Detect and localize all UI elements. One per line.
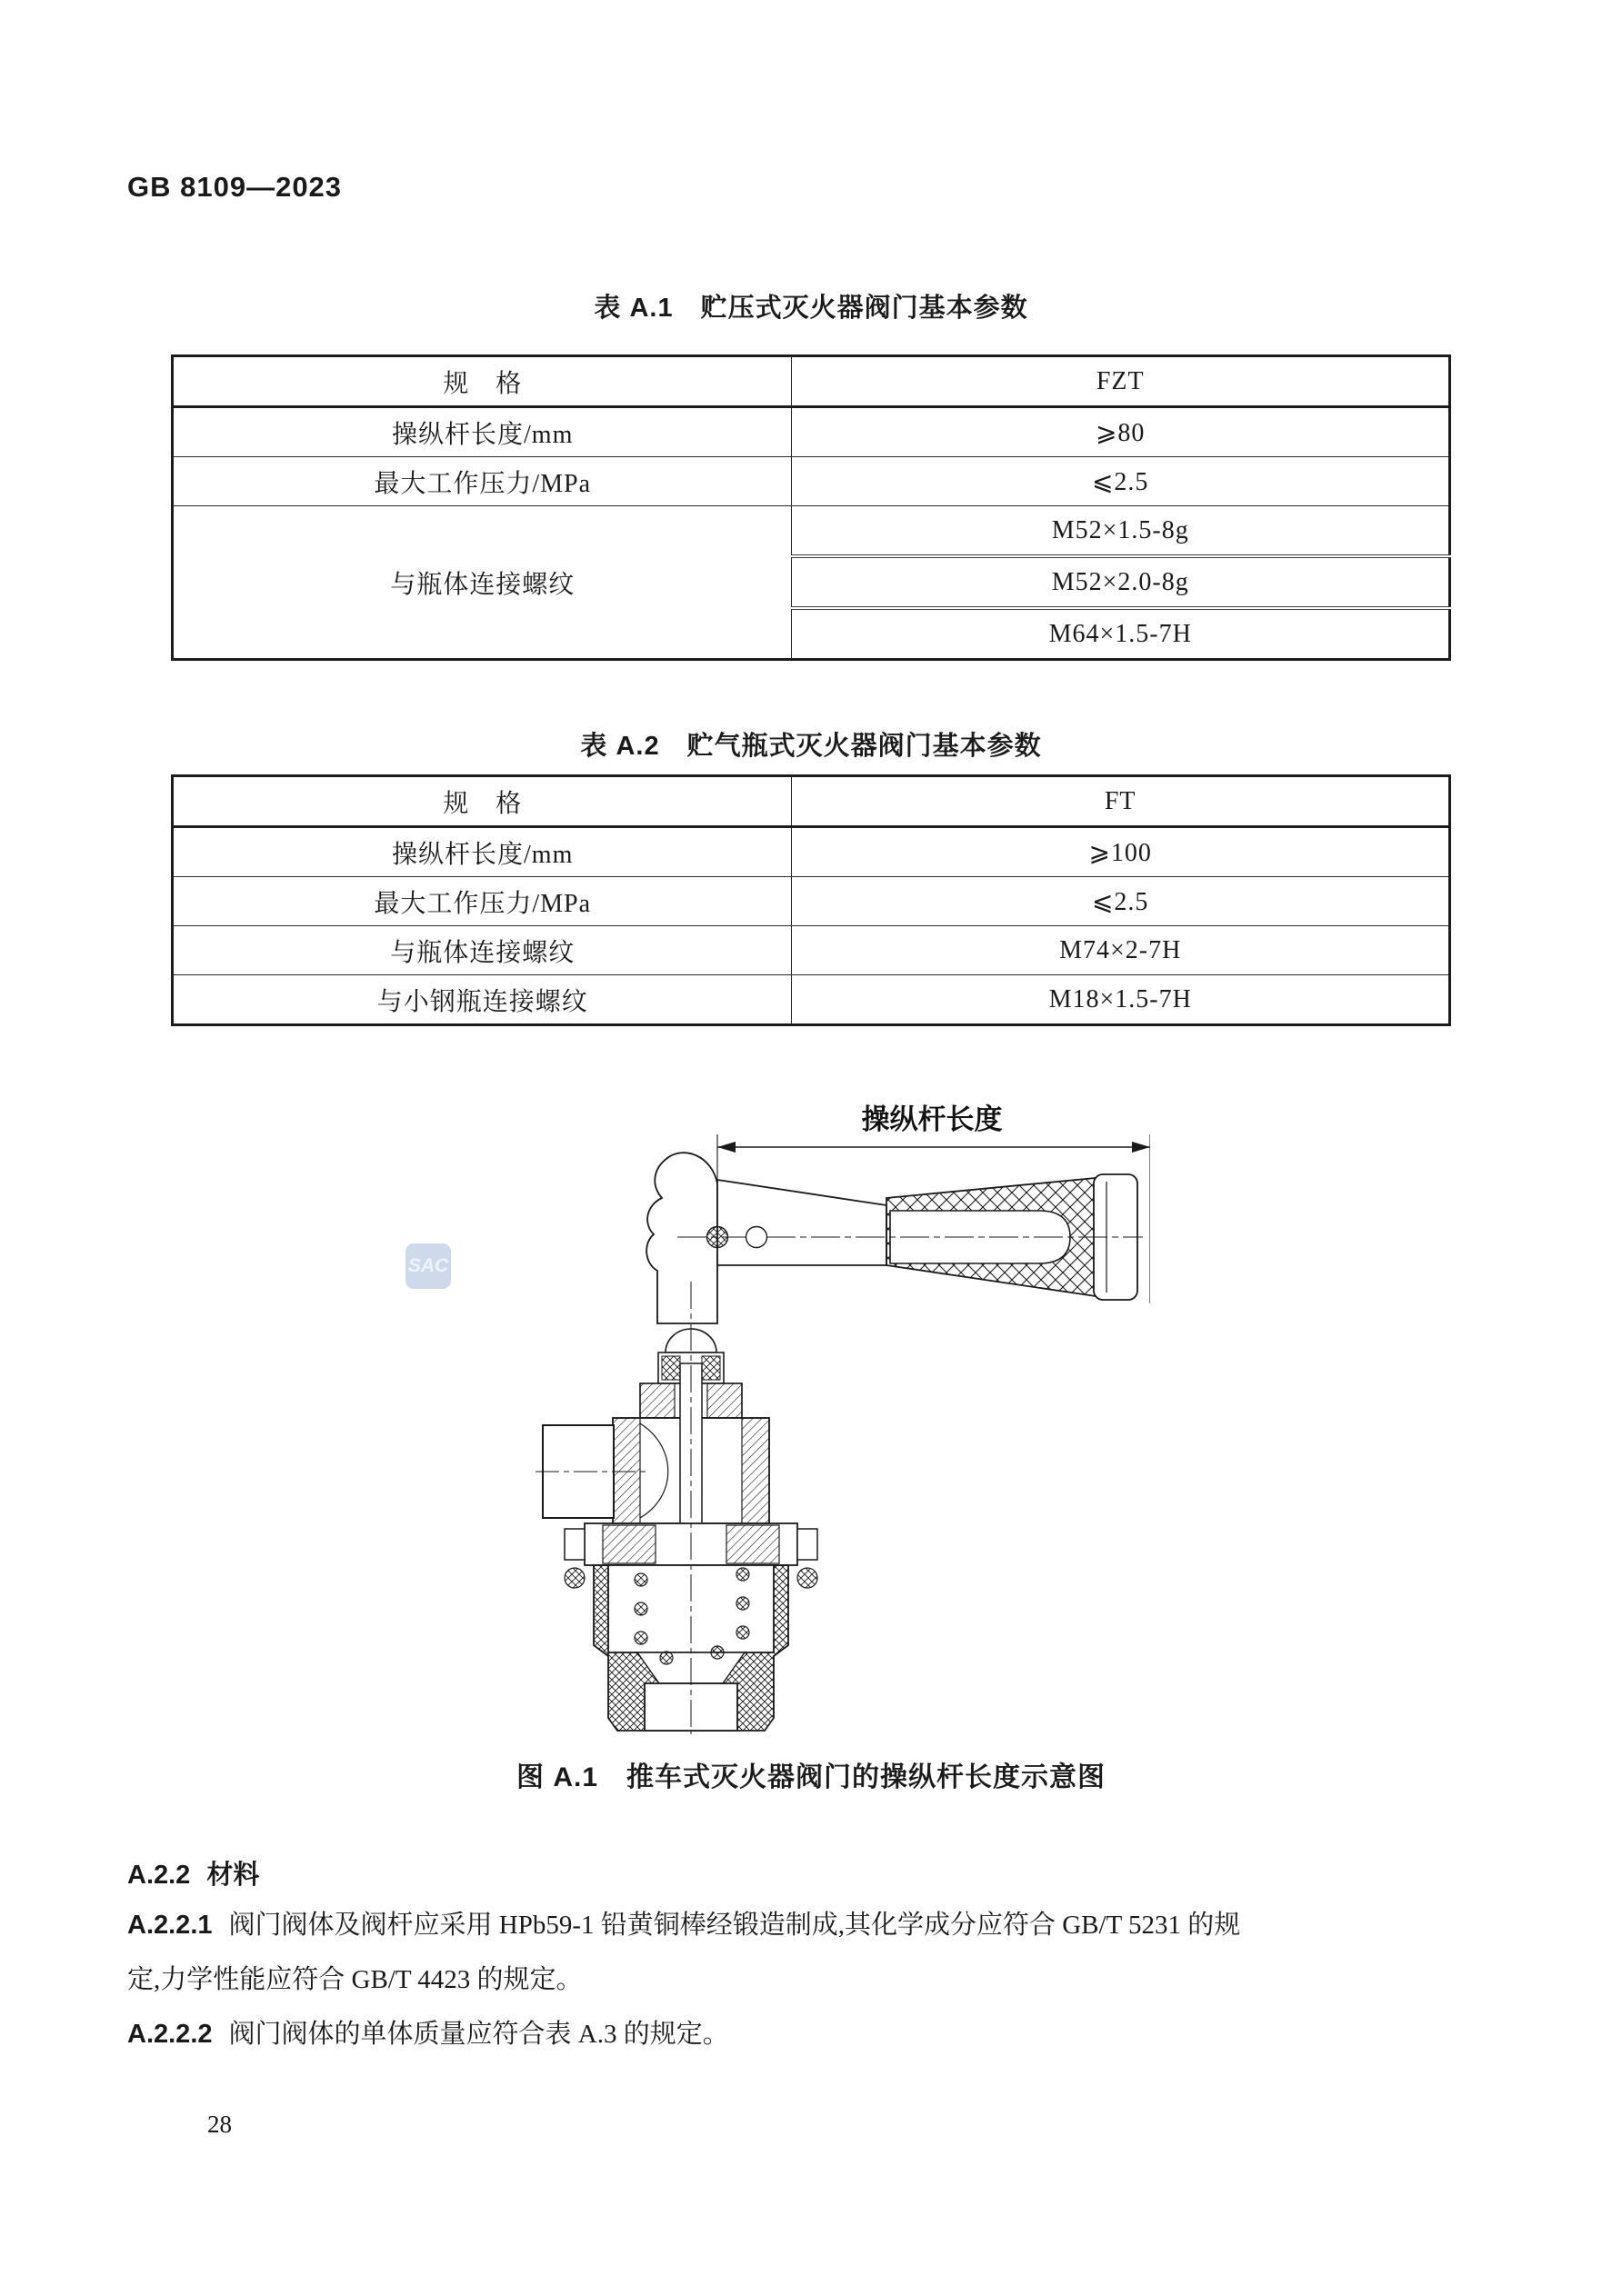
table-a1-header-model: FZT: [792, 356, 1450, 407]
clause-a222: [127, 2007, 1498, 2061]
clause-a221-line2: [127, 1952, 1498, 2007]
table-row: [173, 457, 1450, 506]
table-a1-header-spec: 规 格: [173, 356, 792, 407]
clause-number: A.2.2.2: [127, 2020, 213, 2049]
table-cell-value: M52×1.5-8g: [792, 506, 1450, 557]
table-cell-value: M18×1.5-7H: [792, 975, 1450, 1025]
section-number: A.2.2: [127, 1861, 191, 1890]
sac-watermark: SAC: [406, 1243, 451, 1289]
flange-pad-right: [726, 1525, 779, 1563]
table-a2-header-model: FT: [792, 776, 1450, 827]
table-row: [173, 356, 1450, 407]
table-row: [173, 926, 1450, 975]
flange-pad-left: [603, 1525, 656, 1563]
clause-text: 定,力学性能应符合 GB/T 4423 的规定。: [127, 1965, 583, 1994]
table-cell-value: ⩽2.5: [792, 877, 1450, 926]
table-cell-label: 与小钢瓶连接螺纹: [173, 975, 792, 1025]
page-number: 28: [207, 2111, 232, 2138]
table-a2-title: 表 A.2 贮气瓶式灭火器阀门基本参数: [580, 732, 1042, 761]
table-a1-title: 表 A.1 贮压式灭火器阀门基本参数: [594, 294, 1028, 323]
table-a2: [171, 774, 1451, 1026]
clause-text: 阀门阀体及阀杆应采用 HPb59-1 铅黄铜棒经锻造制成,其化学成分应符合 GB/T 5231 的规: [228, 1911, 1241, 1940]
pivot-pin: [707, 1227, 728, 1248]
table-cell-value: M64×1.5-7H: [792, 608, 1450, 660]
table-a1: [171, 354, 1451, 661]
table-row: [173, 877, 1450, 926]
table-cell-label: 最大工作压力/MPa: [173, 457, 792, 506]
seal-left: [662, 1356, 680, 1380]
oring-left: [565, 1568, 585, 1588]
table-row: [173, 776, 1450, 827]
table-cell-value: ⩽2.5: [792, 457, 1450, 506]
table-cell-value: ⩾80: [792, 407, 1450, 457]
clause-number: A.2.2.1: [127, 1911, 213, 1940]
figure-a1-caption: 图 A.1 推车式灭火器阀门的操纵杆长度示意图: [516, 1762, 1106, 1792]
bonnet-wall-right: [707, 1383, 742, 1418]
clause-a221-line1: [127, 1898, 1498, 1952]
dimension-arrow-right: [1132, 1142, 1150, 1153]
seal-right: [702, 1356, 720, 1380]
table-row: [173, 506, 1450, 557]
valve-cross-section-diagram: [459, 1091, 1150, 1738]
figure-a1: [459, 1091, 1150, 1738]
clause-text: 阀门阀体的单体质量应符合表 A.3 的规定。: [228, 2020, 729, 2049]
body-wall-right: [742, 1418, 769, 1523]
table-cell-label: 与瓶体连接螺纹: [173, 506, 792, 660]
lug-right: [797, 1529, 817, 1560]
table-a2-header-spec: 规 格: [173, 776, 792, 827]
bonnet-wall-left: [640, 1383, 675, 1418]
lever-arm: [717, 1180, 886, 1265]
table-row: [173, 975, 1450, 1025]
table-cell-value: M74×2-7H: [792, 926, 1450, 975]
standard-code: GB 8109—2023: [127, 171, 343, 203]
table-row: [173, 827, 1450, 877]
table-cell-label: 与瓶体连接螺纹: [173, 926, 792, 975]
table-row: [173, 407, 1450, 457]
table-cell-label: 操纵杆长度/mm: [173, 827, 792, 877]
section-heading: [127, 1854, 259, 1892]
section-title: 材料: [206, 1861, 260, 1890]
table-cell-value: ⩾100: [792, 827, 1450, 877]
lever-hole: [746, 1227, 767, 1248]
body-wall-left: [613, 1418, 640, 1523]
dimension-arrow-left: [717, 1142, 736, 1153]
table-cell-label: 最大工作压力/MPa: [173, 877, 792, 926]
oring-right: [797, 1568, 817, 1588]
dimension-label: 操纵杆长度: [861, 1103, 1003, 1135]
table-cell-label: 操纵杆长度/mm: [173, 407, 792, 457]
lug-left: [565, 1529, 585, 1560]
table-cell-value: M52×2.0-8g: [792, 556, 1450, 608]
